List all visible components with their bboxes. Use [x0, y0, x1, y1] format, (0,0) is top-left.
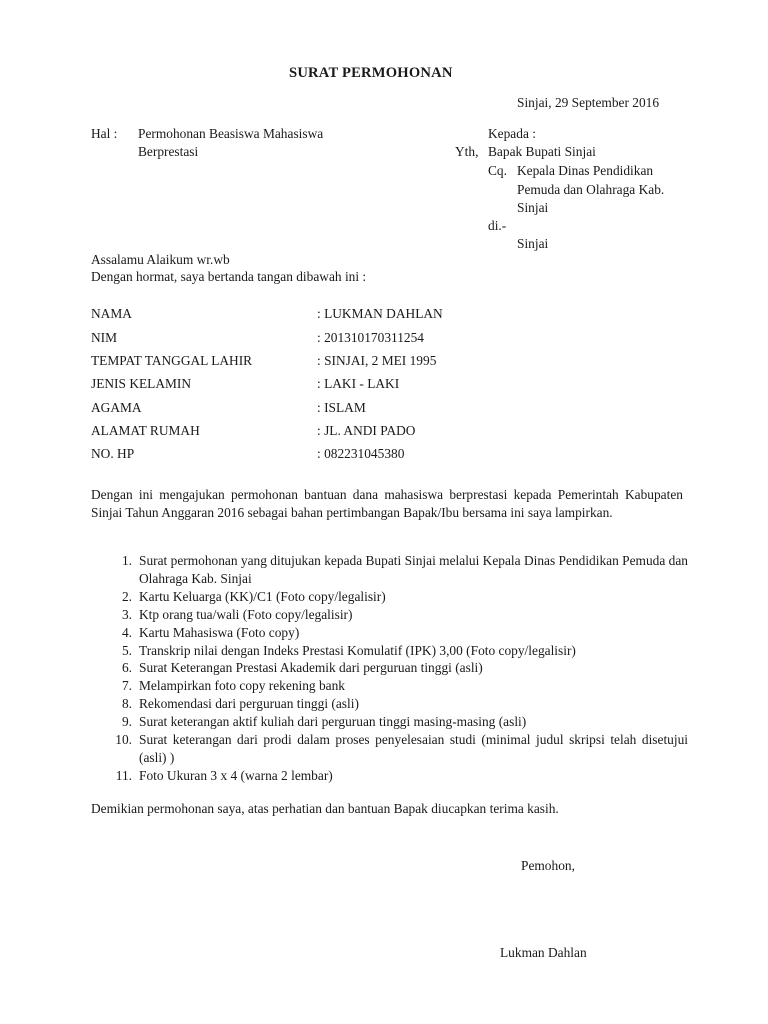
field-value: : LAKI - LAKI: [317, 376, 400, 391]
field-value: : 082231045380: [317, 446, 405, 461]
signer-name: Lukman Dahlan: [500, 945, 587, 960]
field-row-nama: [91, 305, 691, 323]
list-number: 3.: [121, 606, 132, 622]
recipient-line-5: Sinjai: [517, 236, 549, 251]
field-row-jenis-kelamin: [91, 375, 691, 393]
list-item: [108, 642, 688, 660]
list-number: 4.: [121, 624, 132, 640]
list-number: 2.: [121, 588, 132, 604]
field-row-agama: [91, 399, 691, 417]
field-value: : SINJAI, 2 MEI 1995: [317, 353, 437, 368]
recipient-kepada: Kepada :: [488, 126, 536, 141]
body-paragraph: Dengan ini mengajukan permohonan bantuan dana mahasiswa berprestasi kepada Pemerintah Kabupaten Sinjai Tahun Anggaran 2016 sebagai bahan pertimbangan Bapak/Ibu bersama ini saya lampirkan.: [91, 487, 683, 521]
list-number: 11.: [115, 767, 132, 783]
field-label: NO. HP: [91, 446, 135, 461]
recipient-line-1: Bapak Bupati Sinjai: [488, 144, 596, 159]
field-label: AGAMA: [91, 400, 142, 415]
field-label: TEMPAT TANGGAL LAHIR: [91, 353, 253, 368]
attachment-list: [108, 552, 688, 785]
subject-label: Hal :: [91, 126, 118, 141]
list-item: [108, 713, 688, 731]
field-row-no-hp: [91, 445, 691, 463]
greeting: Assalamu Alaikum wr.wb: [91, 252, 230, 267]
list-item: [108, 767, 688, 785]
field-value: : JL. ANDI PADO: [317, 423, 416, 438]
field-row-nim: [91, 329, 691, 347]
list-item: [108, 552, 688, 588]
list-text: Kartu Keluarga (KK)/C1 (Foto copy/legalisir): [139, 588, 386, 604]
list-item: [108, 731, 688, 767]
list-text: Kartu Mahasiswa (Foto copy): [139, 624, 300, 640]
list-item: [108, 588, 688, 606]
list-text: Transkrip nilai dengan Indeks Prestasi Komulatif (IPK) 3,00 (Foto copy/legalisir): [139, 642, 576, 658]
list-text: Ktp orang tua/wali (Foto copy/legalisir): [139, 606, 353, 622]
signoff: Pemohon,: [521, 858, 575, 873]
recipient-di: di.-: [488, 218, 507, 233]
list-text: Surat keterangan aktif kuliah dari perguruan tinggi masing-masing (asli): [139, 714, 527, 730]
field-row-ttl: [91, 352, 691, 370]
list-item: [108, 677, 688, 695]
subject-line-1: Permohonan Beasiswa Mahasiswa: [138, 126, 324, 141]
letter-title: SURAT PERMOHONAN: [289, 65, 453, 81]
field-value: : 201310170311254: [317, 330, 425, 345]
list-number: 7.: [121, 678, 132, 694]
place-date: Sinjai, 29 September 2016: [517, 95, 660, 110]
field-value: : ISLAM: [317, 400, 366, 415]
list-text: Surat keterangan dari prodi dalam proses penyelesaian studi (minimal judul skripsi telah disetujui (asli) ): [139, 732, 688, 765]
list-number: 6.: [121, 660, 132, 676]
field-value: : LUKMAN DAHLAN: [317, 306, 443, 321]
intro-text: Dengan hormat, saya bertanda tangan dibawah ini :: [91, 269, 367, 284]
recipient-line-2: Kepala Dinas Pendidikan: [517, 163, 654, 178]
list-text: Surat permohonan yang ditujukan kepada Bupati Sinjai melalui Kepala Dinas Pendidikan Pemuda dan Olahraga Kab. Sinjai: [139, 553, 688, 586]
field-label: NIM: [91, 330, 118, 345]
recipient-line-4: Sinjai: [517, 200, 549, 215]
field-label: JENIS KELAMIN: [91, 376, 192, 391]
list-item: [108, 606, 688, 624]
closing-text: Demikian permohonan saya, atas perhatian dan bantuan Bapak diucapkan terima kasih.: [91, 801, 559, 816]
list-text: Rekomendasi dari perguruan tinggi (asli): [139, 696, 359, 712]
list-item: [108, 659, 688, 677]
list-number: 5.: [121, 642, 132, 658]
list-number: 9.: [121, 714, 132, 730]
recipient-cq: Cq.: [488, 163, 507, 178]
list-item: [108, 695, 688, 713]
field-label: NAMA: [91, 306, 132, 321]
list-text: Melampirkan foto copy rekening bank: [139, 678, 346, 694]
recipient-yth: Yth,: [455, 144, 479, 159]
list-number: 10.: [115, 732, 132, 748]
recipient-line-3: Pemuda dan Olahraga Kab.: [517, 182, 665, 197]
list-item: [108, 624, 688, 642]
field-label: ALAMAT RUMAH: [91, 423, 200, 438]
field-row-alamat: [91, 422, 691, 440]
list-number: 8.: [121, 696, 132, 712]
list-text: Surat Keterangan Prestasi Akademik dari perguruan tinggi (asli): [139, 660, 483, 676]
list-number: 1.: [121, 553, 132, 568]
list-text: Foto Ukuran 3 x 4 (warna 2 lembar): [139, 767, 333, 783]
subject-line-2: Berprestasi: [138, 144, 199, 159]
